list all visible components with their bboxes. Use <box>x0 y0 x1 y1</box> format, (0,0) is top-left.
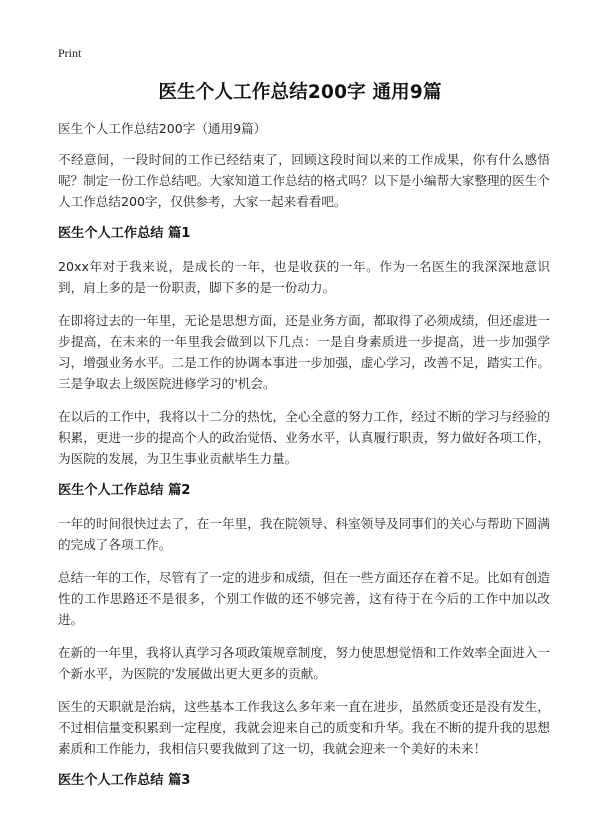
document-body <box>58 119 550 803</box>
paragraph: 20xx年对于我来说，是成长的一年，也是收获的一年。作为一名医生的我深深地意识到，肩上多的是一份职责，脚下多的是一份动力。 <box>58 259 550 295</box>
paragraph: 总结一年的工作，尽管有了一定的进步和成绩，但在一些方面还存在着不足。比如有创造性的工作思路还不是很多，个别工作做的还不够完善，这有待于在今后的工作中加以改进。 <box>58 570 550 627</box>
paragraph: 在新的一年里，我将认真学习各项政策规章制度，努力使思想觉悟和工作效率全面进入一个新水平，为医院的'发展做出更大更多的贡献。 <box>58 645 550 681</box>
paragraph: 在以后的工作中，我将以十二分的热忱，全心全意的努力工作，经过不断的学习与经验的积累，更进一步的提高个人的政治觉悟、业务水平，认真履行职责，努力做好各项工作，为医院的发展，为卫生事业贡献毕生力量。 <box>58 409 550 466</box>
print-link[interactable]: Print <box>58 46 82 60</box>
paragraph: 一年的时间很快过去了，在一年里，我在院领导、科室领导及同事们的关心与帮助下圆满的完成了各项工作。 <box>58 516 550 552</box>
section-heading-3: 医生个人工作总结 篇3 <box>58 773 191 788</box>
intro-paragraph: 不经意间，一段时间的工作已经结束了，回顾这段时间以来的工作成果，你有什么感悟呢？制定一份工作总结吧。大家知道工作总结的格式吗？以下是小编帮大家整理的医生个人工作总结200字，仅供参考，大家一起来看看吧。 <box>58 152 550 209</box>
section-heading-2: 医生个人工作总结 篇2 <box>58 483 191 498</box>
document-subtitle: 医生个人工作总结200字（通用9篇） <box>58 121 267 136</box>
paragraph: 医生的天职就是治病，这些基本工作我这么多年来一直在进步，虽然质变还是没有发生，不过相信量变积累到一定程度，我就会迎来自己的质变和升华。我在不断的提升我的思想素质和工作能力，我相信只要我做到了这一切，我就会迎来一个美好的未来！ <box>58 699 550 756</box>
section-heading-1: 医生个人工作总结 篇1 <box>58 226 191 241</box>
page-title: 医生个人工作总结200字 通用9篇 <box>158 82 442 103</box>
paragraph: 在即将过去的一年里，无论是思想方面，还是业务方面，都取得了必须成绩，但还虚进一步提高，在未来的一年里我会做到以下几点：一是自身素质进一步提高，进一步加强学习，增强业务水平。二是工作的协调本事进一步加强，虚心学习，改善不足，踏实工作。三是争取去上级医院进修学习的'机会。 <box>58 313 550 391</box>
